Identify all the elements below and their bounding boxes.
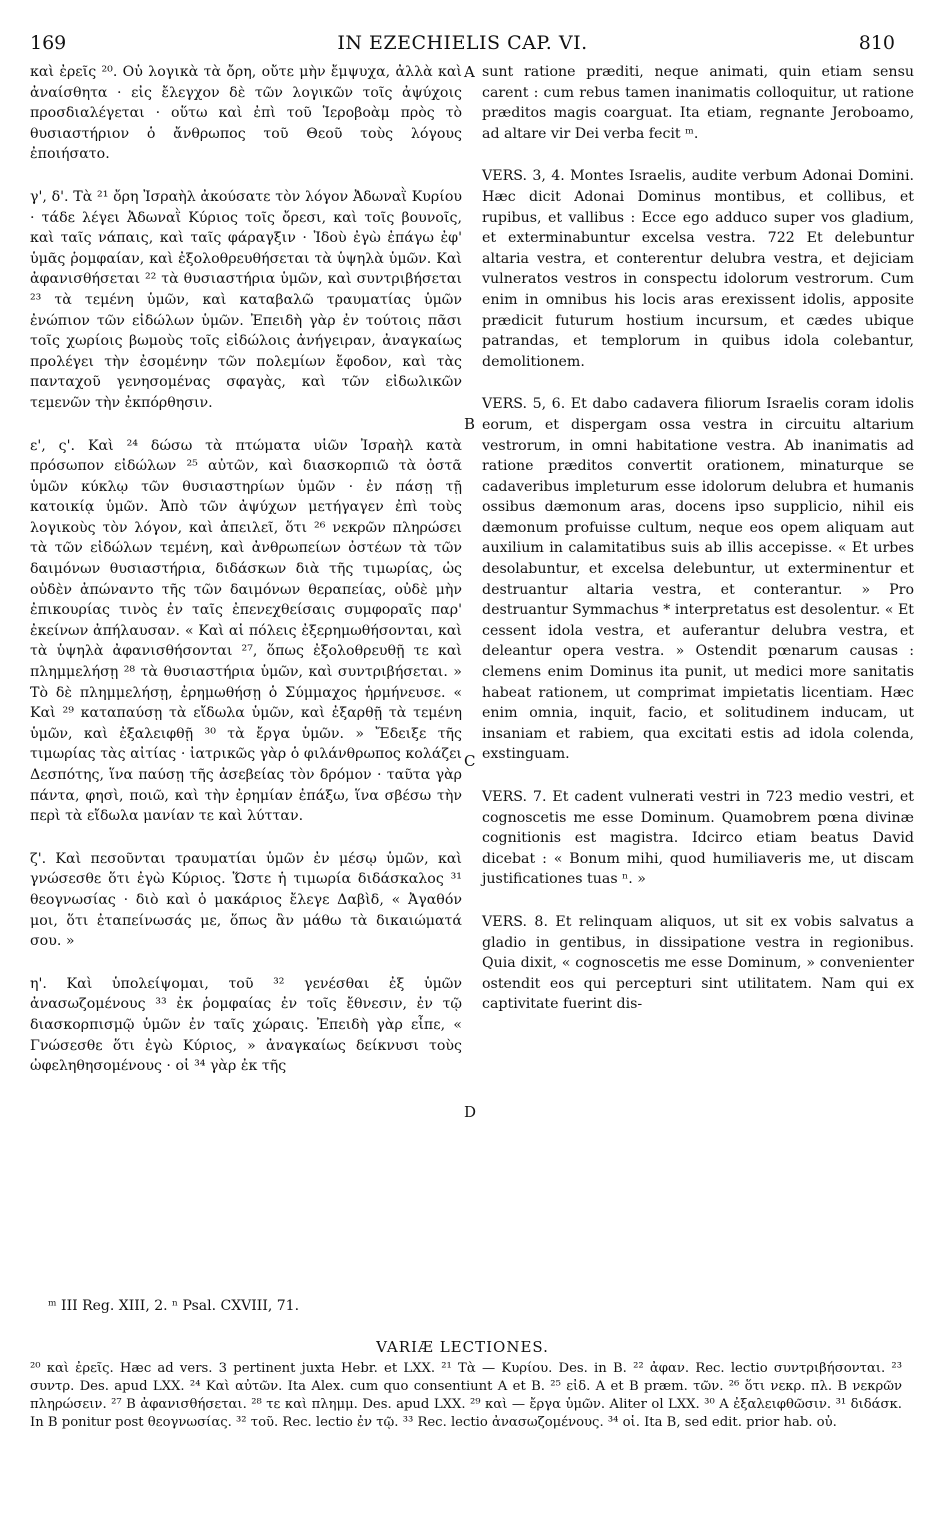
latin-paragraph: sunt ratione præditi, neque animati, quin etiam sensu carent : cum rebus tamen inanimatis colloquitur, ut ratione præditos magis coarguat. Ita etiam, regnante Jeroboamo, ad altare vir Dei verba fecit ᵐ. <box>482 64 914 142</box>
greek-paragraph: γ', δ'. Τὰ ²¹ ὄρη Ἰσραὴλ ἀκούσατε τὸν λόγον Ἀδωναῒ Κυρίου · τάδε λέγει Ἀδωναῒ Κύριος τοῖς ὄρεσι, καὶ τοῖς βουνοῖς, καὶ ταῖς νάπαις, καὶ ταῖς φάραγξιν · Ἰδοὺ ἐγὼ ἐπάγω ἐφ' ὑμᾶς ῥομφαίαν, καὶ ἐξολοθρευθήσεται τὰ ὑψηλὰ ὑμῶν. Καὶ ἀφανισθήσεται ²² τὰ θυσιαστήρια ὑμῶν, καὶ συντριβήσεται ²³ τὰ τεμένη ὑμῶν, καὶ καταβαλῶ τραυματίας ὑμῶν ἐνώπιον τῶν εἰδώλων ὑμῶν. Ἐπειδὴ γὰρ ἐν τούτοις πᾶσι τοῖς χωρίοις βωμοὺς τοῖς εἰδώλοις ἀνήγειραν, ἀναγκαίως προλέγει τὴν ἐσομένην τῶν πολεμίων ἔφοδον, καὶ τὰς πανταχοῦ γενησομένας σφαγὰς, καὶ τῶν εἰδωλικῶν τεμενῶν τὴν ἐκπόρθησιν. <box>30 188 462 411</box>
left-page-number: 169 <box>30 32 67 54</box>
right-page-number: 810 <box>858 32 895 54</box>
latin-paragraph: VERS. 7. Et cadent vulnerati vestri in 723 medio vestri, et cognoscetis me esse Dominum. Quamobrem pœna divinæ cognitionis est magistra. Idcirco etiam beatus David dicebat : « Bonum mihi, quod humiliaveris me, ut discam justificationes tuas ⁿ. » <box>482 789 914 888</box>
variae-lectiones-title: VARIÆ LECTIONES. <box>376 1338 549 1356</box>
margin-letter-a: A <box>464 63 475 81</box>
margin-letter-c: C <box>464 752 476 770</box>
margin-letter-d: D <box>464 1103 477 1121</box>
latin-paragraph: VERS. 8. Et relinquam aliquos, ut sit ex vobis salvatus a gladio in gentibus, in dissipatione vestra in regionibus. Quia dixit, « cognoscetis me esse Dominum, » convenienter ostendit eos qui percepturi sint utilitatem. Nam qui ex captivitate fuerint dis- <box>482 913 914 1013</box>
greek-paragraph: καὶ ἐρεῖς ²⁰. Οὐ λογικὰ τὰ ὄρη, οὔτε μὴν ἔμψυχα, ἀλλὰ καὶ ἀναίσθητα · εἰς ἔλεγχον δὲ τῶν λογικῶν τοῖς ἀψύχοις προσδιαλέγεται · οὕτω καὶ ἐπὶ τοῦ Ἱεροβοὰμ πρὸς τὸ θυσιαστήριον ὁ ἄνθρωπος τοῦ Θεοῦ τοὺς λόγους ἐποιήσατο. <box>30 64 462 163</box>
margin-letter-b: B <box>464 415 476 433</box>
latin-paragraph: VERS. 5, 6. Et dabo cadavera filiorum Israelis coram idolis eorum, et dispergam ossa vestra in circuitu altarium vestrorum, in omni habitatione vestra. Ab inanimatis ad ratione præditos convertit orationem, minaturque se cadaveribus impleturum esse idolorum delubra et humanis ossibus dæmonum aras, docens ipso supplicio, nihil eis dæmonum profuisse cultum, neque eos opem aliquam aut auxilium in calamitatibus suis ab illis accepisse. « Et urbes desolabuntur, et excelsa delebuntur, ut exterminentur et destruantur altaria vestra, et conterantur. » Pro destruantur Symmachus * interpretatus est desolentur. « Et cessent idola vestra, et auferantur delubra vestra, et deleantur opera vestra. » Ostendit pœnarum causas : clemens enim Dominus ita punit, ut medici more sanitatis habeat rationem, ut comprimat impietatis licentiam. Hæc enim omnia, inquit, facio, et solitudinem inducam, ut insaniam et rabiem, qua excitati estis ad idola colenda, exstinguam. <box>482 396 915 763</box>
greek-column <box>30 62 462 1099</box>
latin-column <box>482 62 914 1037</box>
greek-paragraph: ζ'. Καὶ πεσοῦνται τραυματίαι ὑμῶν ἐν μέσῳ ὑμῶν, καὶ γνώσεσθε ὅτι ἐγὼ Κύριος. Ὥστε ἡ τιμωρία διδάσκαλος ³¹ θεογνωσίας · διὸ καὶ ὁ μακάριος ἔλεγε Δαβὶδ, « Ἀγαθόν μοι, ὅτι ἐταπείνωσάς με, ὅπως ἂν μάθω τὰ δικαιώματά σου. » <box>30 850 462 950</box>
latin-paragraph: VERS. 3, 4. Montes Israelis, audite verbum Adonai Domini. Hæc dicit Adonai Dominus montibus, et collibus, et rupibus, et vallibus : Ecce ego adduco super vos gladium, et exterminabuntur excelsa vestra. 722 Et delebuntur altaria vestra, et conterentur delubra vestra, et dejiciam vulneratos vestros in conspectu idolorum vestrorum. Cum enim in omnibus his locis aras erexissent idolis, apposite prædicit futurum hostium incursum, et cædes ubique patrandas, et templorum in quibus idola colebantur, demolitionem. <box>482 168 914 370</box>
greek-paragraph: ε', ς'. Καὶ ²⁴ δώσω τὰ πτώματα υἱῶν Ἰσραὴλ κατὰ πρόσωπον εἰδώλων ²⁵ αὐτῶν, καὶ διασκορπιῶ τὰ ὀστᾶ ὑμῶν κύκλῳ τῶν θυσιαστηρίων ὑμῶν · ἐν πάσῃ τῇ κατοικίᾳ ὑμῶν. Ἀπὸ τῶν ἀψύχων μετήγαγεν ἐπὶ τοὺς λογικοὺς τὸν λόγον, καὶ ἀπειλεῖ, ὅτι ²⁶ νεκρῶν πληρώσει τὰ τῶν εἰδώλων τεμένη, καὶ ἀνθρωπείων ὀστέων τὰ τῶν δαιμόνων θυσιαστήρια, διδάσκων διὰ τῆς τιμωρίας, ὡς οὐδὲν ἀπώναντο τῆς τῶν δαιμόνων θεραπείας, οὐδὲ μὴν ἐπικουρίας τινὸς ἐν ταῖς ἐπενεχθείσαις συμφοραῖς παρ' ἐκείνων ἀπήλαυσαν. « Καὶ αἱ πόλεις ἐξερημωθήσονται, καὶ τὰ ὑψηλὰ ἀφανισθήσονται ²⁷, ὅπως ἐξολοθρευθῇ τε καὶ πλημμελήσῃ ²⁸ τὰ θυσιαστήρια ὑμῶν, καὶ συντριβήσεται. » Τὸ δὲ πλημμελήσῃ, ἐρημωθήσῃ ὁ Σύμμαχος ἡρμήνευσε. « Καὶ ²⁹ καταπαύσῃ τὰ εἴδωλα ὑμῶν, καὶ ἐξαρθῇ τὰ τεμένη ὑμῶν, καὶ ἐξαλειφθῇ ³⁰ τὰ ἔργα ὑμῶν. » Ἔδειξε τῆς τιμωρίας τὰς αἰτίας · ἰατρικῶς γὰρ ὁ φιλάνθρωπος κολάζει Δεσπότης, ἵνα παύσῃ τῆς ἀσεβείας τὸν δρόμον · ταῦτα γὰρ πάντα, φησὶ, ποιῶ, καὶ τὴν ἐρημίαν ἐπάξω, ἵνα σβέσω τὴν περὶ τὰ εἴδωλα μανίαν τε καὶ λύτταν. <box>30 437 462 825</box>
page-header <box>30 30 895 56</box>
greek-paragraph: η'. Καὶ ὑπολείψομαι, τοῦ ³² γενέσθαι ἐξ ὑμῶν ἀνασωζομένους ³³ ἐκ ῥομφαίας ἐν τοῖς ἔθνεσιν, ἐν τῷ διασκορπισμῷ ὑμῶν ἐν ταῖς χώραις. Ἐπειδὴ γὰρ εἶπε, « Γνώσεσθε ὅτι ἐγὼ Κύριος, » ἀναγκαίως δείκνυσι τοὺς ὠφεληθησομένους · οἱ ³⁴ γὰρ ἐκ τῆς <box>30 975 462 1075</box>
footnote: ᵐ III Reg. XIII, 2. ⁿ Psal. CXVIII, 71. <box>48 1298 300 1314</box>
running-title: IN EZECHIELIS CAP. VI. <box>337 32 588 54</box>
variae-lectiones-text: ²⁰ καὶ ἐρεῖς. Hæc ad vers. 3 pertinent juxta Hebr. et LXX. ²¹ Τὰ — Κυρίου. Des. in B. ²² ἀφαν. Rec. lectio συντριβήσονται. ²³ συντρ. Des. apud LXX. ²⁴ Καὶ αὐτῶν. Ita Alex. cum quo consentiunt A et B. ²⁵ εἰδ. A et B præm. τῶν. ²⁶ ὅτι νεκρ. πλ. B νεκρῶν πληρώσειν. ²⁷ B ἀφανισθήσεται. ²⁸ τε καὶ πλημμ. Des. apud LXX. ²⁹ καὶ — ἔργα ὑμῶν. Aliter ol LXX. ³⁰ A ἐξαλειφθῶσιν. ³¹ διδάσκ. In B ponitur post θεογνωσίας. ³² τοῦ. Rec. lectio ἐν τῷ. ³³ Rec. lectio ἀνασωζομένους. ³⁴ οἱ. Ita B, sed edit. prior hab. οὐ. <box>30 1361 902 1430</box>
